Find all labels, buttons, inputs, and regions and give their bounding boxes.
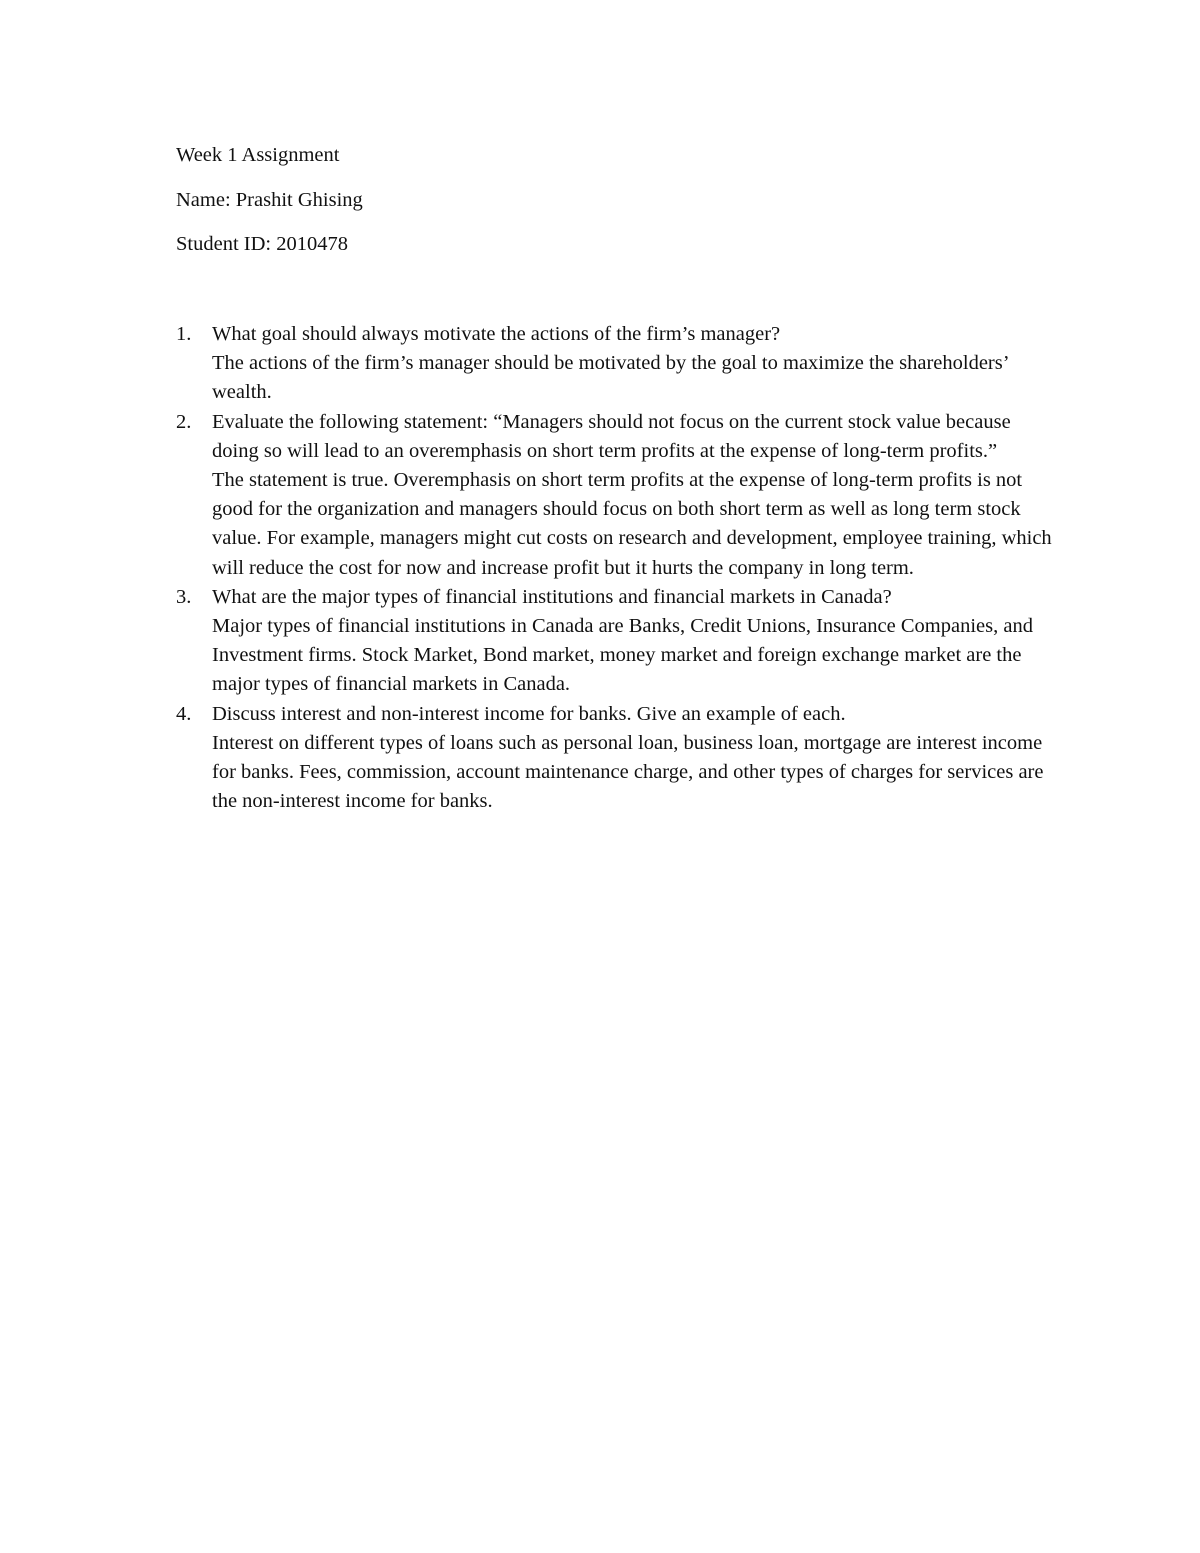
question-text: Discuss interest and non-interest income for banks. Give an example of each. (212, 702, 846, 725)
question-number: 3. (176, 585, 192, 608)
question-text: What goal should always motivate the actions of the firm’s manager? (212, 323, 781, 345)
student-id: Student ID: 2010478 (176, 233, 348, 255)
question-number: 4. (176, 702, 192, 725)
student-name: Name: Prashit Ghising (176, 188, 363, 211)
answer-text: The actions of the firm’s manager should be motivated by the goal to maximize the shareholders’ wealth. (212, 352, 1009, 404)
question-item-1 (176, 320, 1056, 408)
question-text: Evaluate the following statement: “Managers should not focus on the current stock value because doing so will lead to an overemphasis on short term profits at the expense of long-term profits.” (212, 410, 1011, 462)
question-text: What are the major types of financial institutions and financial markets in Canada? (212, 585, 892, 608)
question-item-3 (176, 583, 1056, 700)
question-number: 2. (176, 410, 192, 433)
assignment-title: Week 1 Assignment (176, 144, 340, 166)
answer-text: The statement is true. Overemphasis on short term profits at the expense of long-term profits is not good for the organization and managers should focus on both short term as well as long term stock value. For example, managers might cut costs on research and development, employee training, which will reduce the cost for now and increase profit but it hurts the company in long term. (212, 469, 1052, 579)
document-header (176, 140, 1076, 274)
question-item-2 (176, 408, 1056, 583)
question-number: 1. (176, 323, 192, 345)
answer-text: Major types of financial institutions in Canada are Banks, Credit Unions, Insurance Companies, and Investment firms. Stock Market, Bond market, money market and foreign exchange market are the major types of financial markets in Canada. (212, 615, 1033, 696)
answer-text: Interest on different types of loans such as personal loan, business loan, mortgage are interest income for banks. Fees, commission, account maintenance charge, and other types of charges for services are the non-interest income for banks. (212, 731, 1044, 813)
question-list (176, 320, 1056, 816)
question-item-4 (176, 700, 1056, 817)
